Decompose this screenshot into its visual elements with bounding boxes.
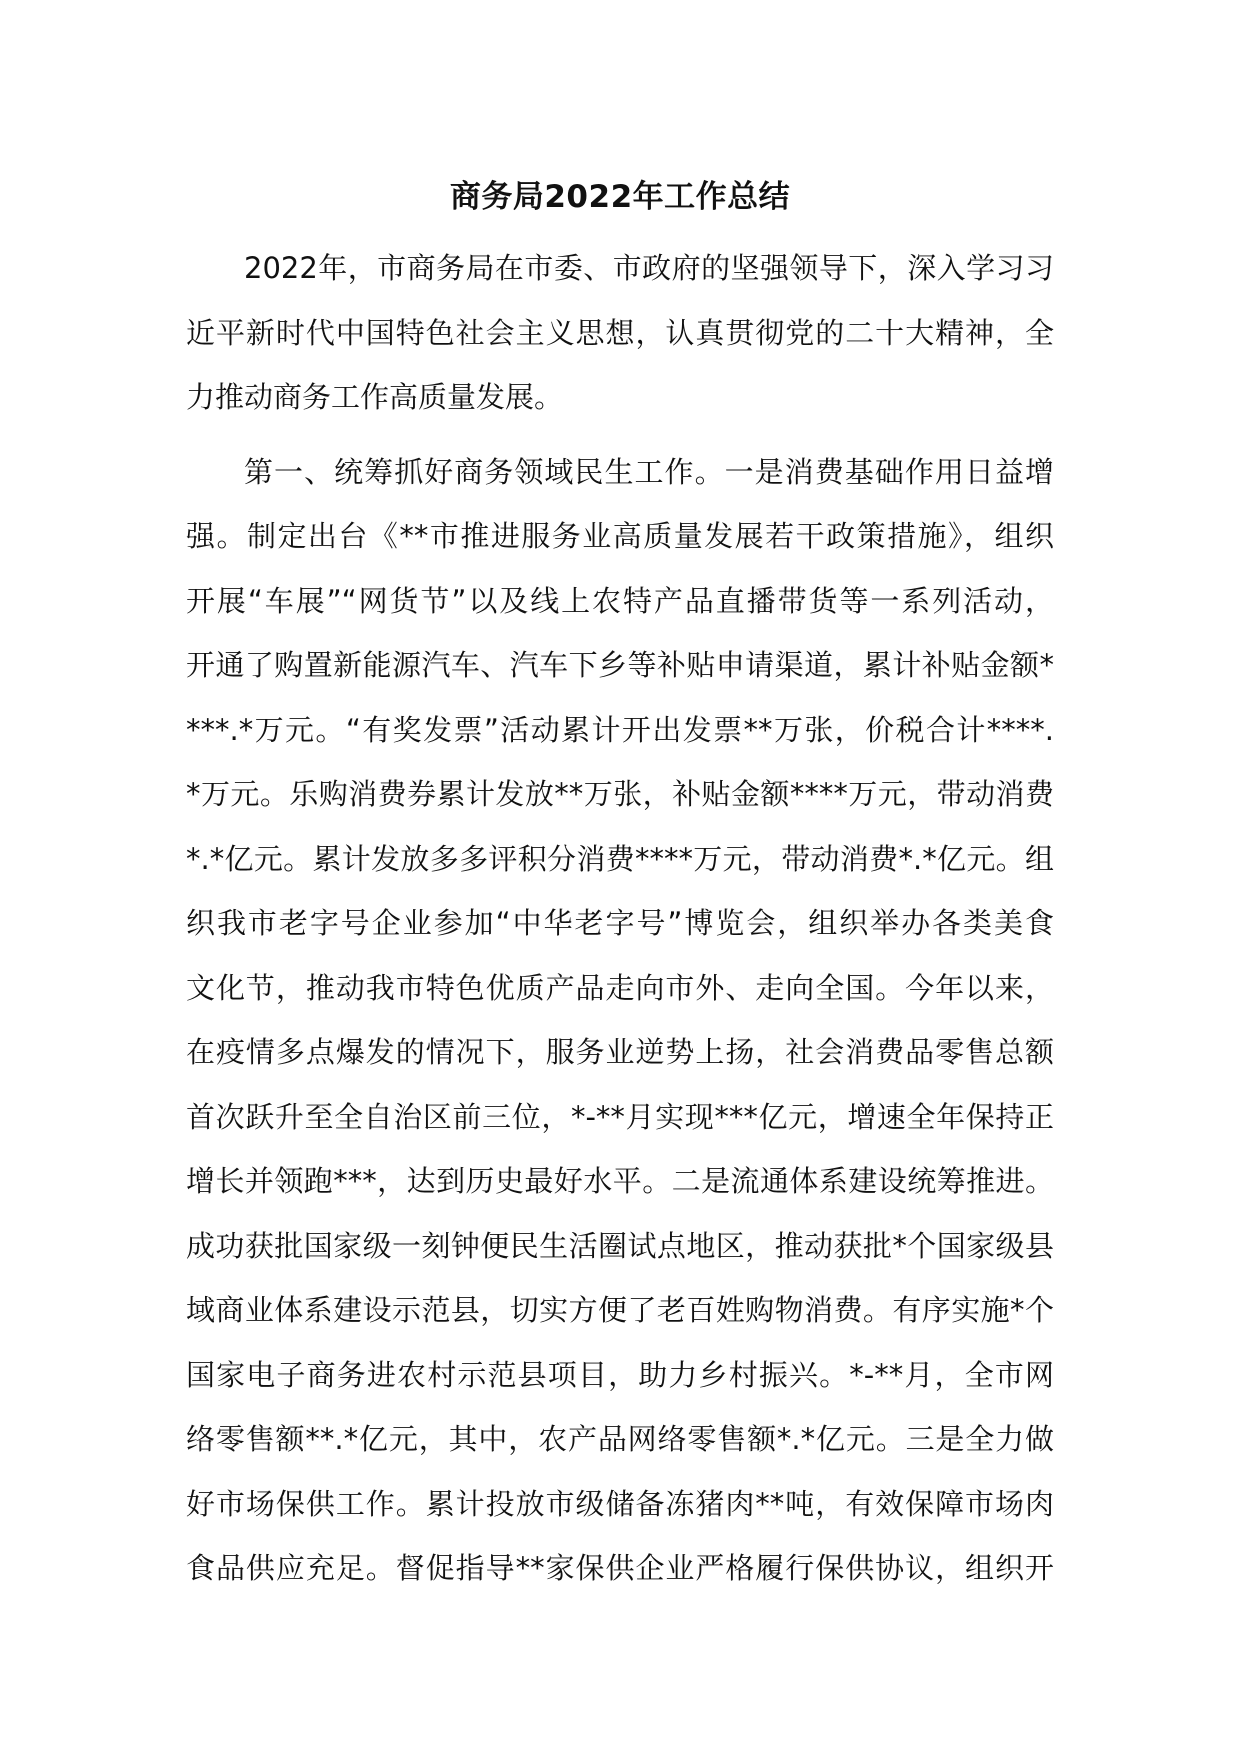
paragraph-line: *万元。乐购消费券累计发放**万张，补贴金额****万元，带动消费: [186, 777, 1054, 811]
paragraph-line: 首次跃升至全自治区前三位，*-**月实现***亿元，增速全年保持正: [186, 1099, 1054, 1134]
paragraph-line: 食品供应充足。督促指导**家保供企业严格履行保供协议，组织开: [186, 1551, 1054, 1585]
paragraph-line: 第一、统筹抓好商务领域民生工作。一是消费基础作用日益增: [244, 454, 1054, 489]
paragraph-intro: [186, 236, 1054, 430]
paragraph-line: 域商业体系建设示范县，切实方便了老百姓购物消费。有序实施*个: [186, 1293, 1054, 1327]
document-title: 商务局2022年工作总结: [449, 179, 791, 215]
paragraph-line: 国家电子商务进农村示范县项目，助力乡村振兴。*-**月，全市网: [186, 1357, 1054, 1392]
paragraph-line: 近平新时代中国特色社会主义思想，认真贯彻党的二十大精神，全: [186, 315, 1054, 350]
paragraph-line: 强。制定出台《**市推进服务业高质量发展若干政策措施》，组织: [186, 519, 1054, 553]
paragraph-line: 织我市老字号企业参加“中华老字号”博览会，组织举办各类美食: [186, 906, 1054, 940]
paragraph-line: 文化节，推动我市特色优质产品走向市外、走向全国。今年以来，: [186, 970, 1054, 1005]
paragraph-line: 成功获批国家级一刻钟便民生活圈试点地区，推动获批*个国家级县: [186, 1228, 1054, 1263]
paragraph-section-one: [186, 440, 1054, 1601]
paragraph-line: ***.*万元。“有奖发票”活动累计开出发票**万张，价税合计****.: [186, 712, 1054, 747]
paragraph-line: 开展“车展”“网货节”以及线上农特产品直播带货等一系列活动，: [186, 583, 1054, 618]
paragraph-line: 2022年，市商务局在市委、市政府的坚强领导下，深入学习习: [244, 251, 1054, 285]
paragraph-line: 力推动商务工作高质量发展。: [186, 380, 564, 414]
paragraph-line: 络零售额**.*亿元，其中，农产品网络零售额*.*亿元。三是全力做: [186, 1422, 1054, 1456]
paragraph-line: 在疫情多点爆发的情况下，服务业逆势上扬，社会消费品零售总额: [186, 1035, 1054, 1069]
paragraph-line: 开通了购置新能源汽车、汽车下乡等补贴申请渠道，累计补贴金额*: [186, 648, 1054, 682]
paragraph-line: 好市场保供工作。累计投放市级储备冻猪肉**吨，有效保障市场肉: [186, 1486, 1054, 1521]
paragraph-line: *.*亿元。累计发放多多评积分消费****万元，带动消费*.*亿元。组: [186, 841, 1054, 876]
document-body: [186, 236, 1054, 1601]
paragraph-line: 增长并领跑***，达到历史最好水平。二是流通体系建设统筹推进。: [186, 1164, 1054, 1198]
